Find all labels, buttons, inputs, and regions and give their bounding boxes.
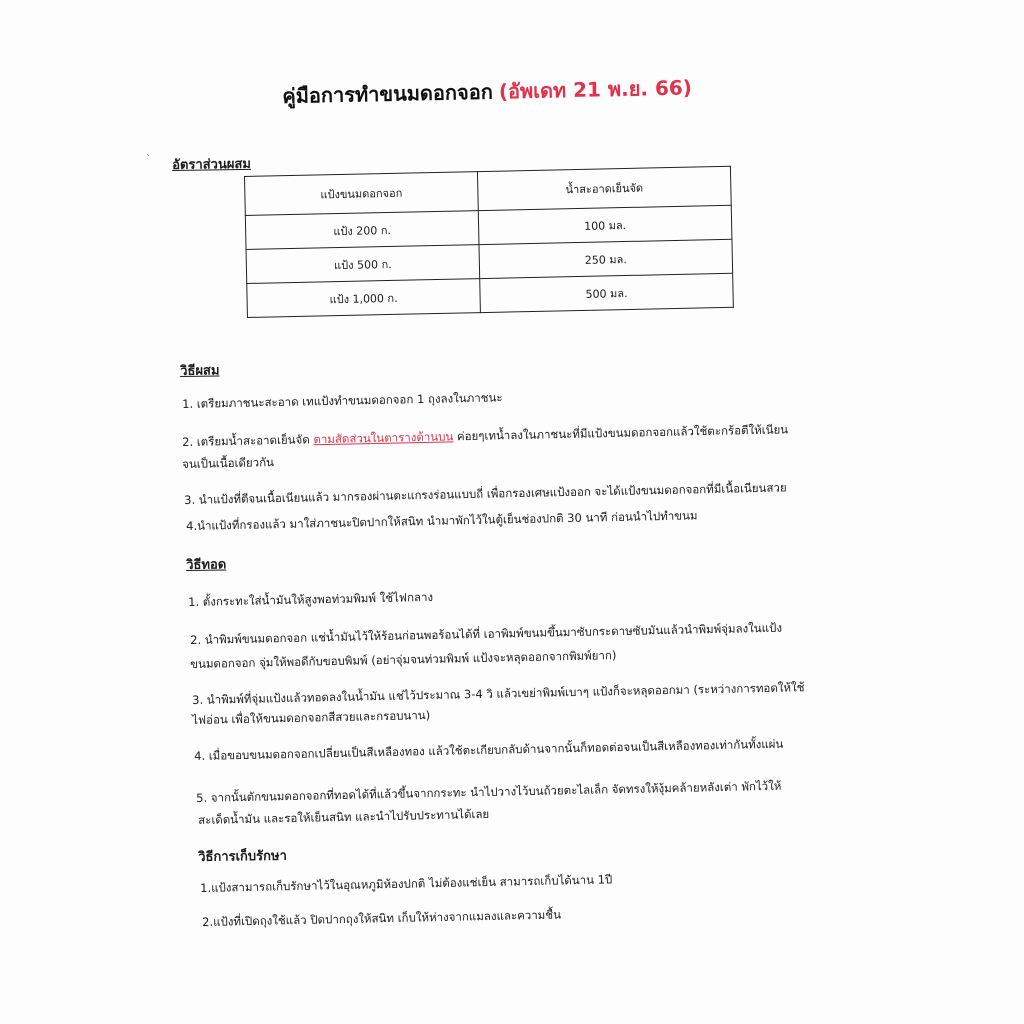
frying-step-5: 5. จากนั้นตักขนมดอกจอกที่ทอดได้ที่แล้วขึ้นจากกระทะ นำไปวางไว้บนถ้วยตะไลเล็ก จัดทรงให้งุ้มคล้ายหลังเต่า พักไว้ให้: [196, 778, 782, 805]
mixing-step-3: 3. นำแป้งที่ตีจนเนื้อเนียนแล้ว มากรองผ่านตะแกรงร่อนแบบถี่ เพื่อกรองเศษแป้งออก จะได้แป้งขนมดอกจอกที่มีเนื้อเนียนสวย: [184, 480, 787, 507]
frying-step-2-cont: ขนมดอกจอก จุ่มให้พอดีกับขอบพิมพ์ (อย่าจุ่มจนท่วมพิมพ์ แป้งจะหลุดออกจากพิมพ์ยาก): [190, 648, 617, 671]
table-header-water: น้ำสะอาดเย็นจัด: [477, 166, 731, 210]
mixing-step-4: 4.นำแป้งที่กรองแล้ว มาใส่ภาชนะปิดปากให้สนิท นำมาพักไว้ในตู้เย็นช่องปกติ 30 นาที ก่อนนำไปทำขนม: [186, 508, 698, 533]
table-cell: แป้ง 1,000 ก.: [247, 279, 481, 318]
storage-heading: วิธีการเก็บรักษา: [198, 848, 287, 865]
ratio-heading: อัตราส่วนผสม: [172, 156, 252, 173]
table-cell: 100 มล.: [478, 205, 732, 244]
title-main: คู่มือการทำขนมดอกจอก: [282, 79, 494, 108]
frying-step-4: 4. เมื่อขอบขนมดอกจอกเปลี่ยนเป็นสีเหลืองทอง แล้วใช้ตะเกียบกลับด้านจากนั้นก็ทอดต่อจนเป็นสีเหลืองทองเท่ากันทั้งแผ่น: [194, 736, 784, 763]
frying-step-2: 2. นำพิมพ์ขนมดอกจอก แช่น้ำมันไว้ให้ร้อนก่อนพอร้อนได้ที่ เอาพิมพ์ขนมขึ้นมาซับกระดาษซับมันแล้วนำพิมพ์จุ่มลงในแป้ง: [190, 620, 783, 647]
table-cell: แป้ง 200 ก.: [245, 211, 479, 250]
frying-step-3-cont: ไฟอ่อน เพื่อให้ขนมดอกจอกสีสวยและกรอบนาน): [192, 708, 431, 727]
storage-step-2: 2.แป้งที่เปิดถุงใช้แล้ว ปิดปากถุงให้สนิท เก็บให้ห่างจากแมลงและความชื้น: [202, 907, 562, 929]
mixing-step-2-cont: จนเป็นเนื้อเดียวกัน: [182, 455, 275, 471]
title-update-date: (อัพเดท 21 พ.ย. 66): [498, 75, 693, 104]
table-cell: แป้ง 500 ก.: [246, 245, 480, 284]
mixing-step-1: 1. เตรียมภาชนะสะอาด เทแป้งทำขนมดอกจอก 1 ถุงลงในภาชนะ: [182, 390, 503, 411]
table-cell: 250 มล.: [479, 239, 733, 278]
storage-step-1: 1.แป้งสามารถเก็บรักษาไว้ในอุณหภูมิห้องปกติ ไม่ต้องแช่เย็น สามารถเก็บได้นาน 1ปี: [200, 872, 613, 895]
mixing-heading: วิธีผสม: [180, 363, 220, 379]
frying-step-5-cont: สะเด็ดน้ำมัน และรอให้เย็นสนิท และนำไปรับประทานได้เลย: [198, 806, 490, 827]
frying-step-1: 1. ตั้งกระทะใส่น้ำมันให้สูงพอท่วมพิมพ์ ใช้ไฟกลาง: [188, 589, 434, 609]
frying-heading: วิธีทอด: [186, 557, 227, 573]
margin-mark: ˋ: [146, 154, 151, 165]
mixing-step-2: 2. เตรียมน้ำสะอาดเย็นจัด ตามสัดส่วนในตารางด้านบน ค่อยๆเทน้ำลงในภาชนะที่มีแป้งขนมดอกจอกแล้วใช้ตะกร้อตีให้เนียน: [182, 422, 789, 449]
table-cell: 500 มล.: [480, 273, 734, 312]
table-header-flour: แป้งขนมดอกจอก: [245, 172, 479, 216]
ratio-table: [244, 166, 734, 318]
page-title: [282, 71, 692, 112]
frying-step-3: 3. นำพิมพ์ที่จุ่มแป้งแล้วทอดลงในน้ำมัน แช่ไว้ประมาณ 3-4 วิ แล้วเขย่าพิมพ์เบาๆ แป้งก็จะหลุดออกมา (ระหว่างการทอดให้ใช้: [192, 680, 805, 707]
mixing-step-2-highlight: ตามสัดส่วนในตารางด้านบน: [313, 429, 454, 447]
